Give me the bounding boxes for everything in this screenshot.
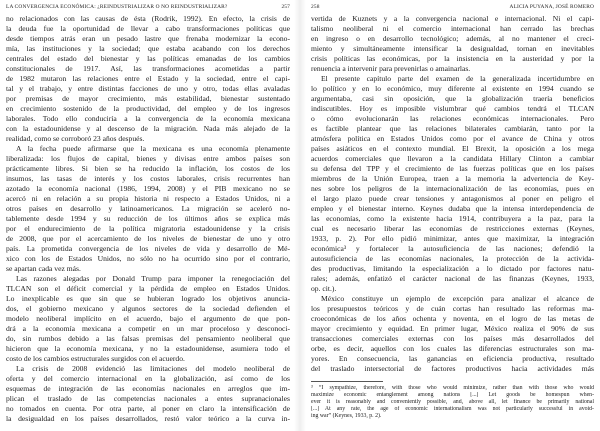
text-line: en crecimiento sostenido de la productividad, del empleo y de los ingresos [6, 104, 290, 113]
paragraph [6, 144, 290, 274]
text-line: esquemas de integración de las economías nacionales en arreglos que im- [6, 384, 290, 393]
text-line: Lo inexplicable es que sin que se hubieran logrado los objetivos anuncia- [6, 294, 290, 303]
running-header [311, 3, 594, 11]
text-line: la deuda fue la oportunidad de llevar a cabo transformaciones políticas que [6, 24, 290, 33]
text-line: los presupuestos teóricos y de cuán cortas han resultado las reformas ma- [311, 304, 594, 313]
text-line: autosuficiencia de las economías nacionales, la protección de la activida- [311, 254, 594, 263]
text-line: oferta y del comercio internacional en la globalización, así como de los [6, 374, 290, 383]
text-line: de 1982 mutaron las relaciones entre el Estado y la sociedad, entre el capi- [6, 74, 290, 83]
page-body [311, 14, 594, 374]
text-line: renuencia a intervenir para prevenirlas o amainarlas. [311, 64, 471, 73]
text-line: desde tiempos atrás eran un pesado lastre que frenaba modernizar la econo- [6, 34, 290, 43]
text-line: op. cit.). [311, 284, 337, 293]
footnote [311, 385, 594, 420]
text-line: no tomados en cuenta. Por otra parte, al poner en claro la intensificación de [6, 404, 290, 413]
book-gutter [294, 0, 306, 431]
text-line: hicieron que la economía mexicana, y no la estadounidense, asumiera todo el [6, 344, 290, 353]
footnote-line: ing war” (Keynes, 1933, p. 2). [311, 413, 382, 419]
text-line: Las razones alegadas por Donald Trump para imponer la renegociación del [16, 274, 290, 283]
text-line: en ingreso o en desarrollo tecnológico; además, al no mantener el creci- [311, 34, 594, 43]
text-line: des productivas, limitando la especialización a lo dictado por factores natu- [311, 264, 594, 273]
paragraph [311, 14, 594, 74]
left-page [6, 0, 290, 431]
text-line: mía, las instituciones y la sociedad; que estaba acabando con los derechos [6, 44, 290, 53]
footnote-line: [...] At any rate, the age of economic internationalism was not particularly successful in avoid- [311, 406, 594, 412]
text-line: modelo neoliberal implícito en el acuerdo, bajo el argumento de que pon- [6, 314, 290, 323]
text-line: la desigualdad en los países desarrollados, restó valor teórico a la curva in- [6, 414, 290, 423]
text-line: La crisis de 2008 evidenció las limitaciones del modelo neoliberal de [16, 364, 290, 373]
text-line: acuerdos comerciales que llevaron a la candidata Hillary Clinton a cambiar [311, 154, 594, 163]
text-line: cual es necesario liberar las economías de restricciones externas (Keynes, [311, 224, 594, 233]
page-number: 258 [311, 4, 320, 10]
text-line: otros países en desarrollo y latinoamericanos. La migración se aceleró no- [6, 204, 290, 213]
text-line: A la fecha puede afirmarse que la mexicana es una economía plenamente [16, 144, 290, 153]
text-line: orbe, es decir, aquellos con los cuales las diferencias estructurales son ma- [311, 344, 594, 353]
text-line: el largo plazo puede crear tensiones y antagonismos al poner en peligro el [311, 194, 594, 203]
text-line: lo político y en lo económico, muy diferente al existente en 1994 cuando se [311, 84, 594, 93]
text-line: miembros de la Unión Europea, traen a la memoria la advertencia de Key- [311, 174, 594, 183]
text-line: no relacionados con las causas de ésta (Rodrik, 1992). En efecto, la crisis de [6, 14, 290, 23]
text-line: 1933, p. 2). Por ello pidió minimizar, antes que maximizar, la integración [311, 234, 594, 243]
text-line: do, sin rumbos debido a las falsas premisas del pensamiento neoliberal que [6, 334, 290, 343]
text-line: empleo y el bienestar interno. Keynes dudaba que la intensa interdependencia de [311, 204, 594, 213]
text-line: costo de los cambios estructurales surgidos con el acuerdo. [6, 354, 185, 363]
text-line: acercó ni en relación a su propia historia ni respecto a Estados Unidos, ni a [6, 194, 290, 203]
text-line: México constituye un ejemplo de excepción para analizar el alcance de [321, 294, 594, 303]
text-line: liberalizada: los flujos de capital, bienes y divisas entre ambos países son [6, 154, 290, 163]
footnote-line: ³ “I sympathize, therefore, with those who would minimize, rather than with those who would [311, 385, 594, 391]
text-line: del traslado intersectorial de factores productivos hacia actividades más [311, 364, 594, 373]
paragraph [6, 364, 290, 424]
footnote-line: maximize economic entanglement among nations [...] Let goods be homespun when- [311, 392, 594, 398]
text-line: tal y el trabajo, y entre distintas facciones de uno y otro, todas ellas avaladas [6, 84, 290, 93]
text-line: vertida de Kuznets y a la convergencia nacional e internacional. Ni el capi- [311, 14, 594, 23]
text-line: talismo neoliberal ni el comercio internacional han cerrado las brechas [311, 24, 594, 33]
text-line: prácticamente libres. Si bien se ha reducido la inflación, los costos de los [6, 164, 290, 173]
text-line: El presente capítulo parte del examen de la generalizada incertidumbre en [321, 74, 594, 83]
text-line: mayor crecimiento y equidad. En primer lugar, México realiza el 90% de sus [311, 324, 594, 333]
text-line: económica³ y fortalecer la autosuficiencia de las naciones; defendió la [311, 244, 594, 253]
text-line: realidad, como se corroboró 23 años después. [6, 134, 145, 143]
text-line: drá a la economía mexicana a competir en un mar proceloso y desconoci- [6, 324, 290, 333]
text-line: croeconómicas de los años ochenta y noventa, en el logro de las metas de [311, 314, 594, 323]
text-line: atmósfera política en Estados Unidos como por el avance de China y otros [311, 134, 594, 143]
paragraph [6, 14, 290, 144]
paragraph [311, 294, 594, 374]
text-line: centrales del estado del bienestar y las políticas emanadas de los cambios [6, 54, 290, 63]
text-line: constitucionales de 1917. Así, las transformaciones acometidas a partir [6, 64, 290, 73]
text-line: de 2008, que por el acercamiento de los niveles de bienestar de uno y otro [6, 234, 290, 243]
text-line: es factible plantear que las relaciones bilaterales cambiarán, tanto por la [311, 124, 594, 133]
text-line: indiscutibles. Hoy es imposible vislumbrar qué cambios tendrá el TLCAN [311, 104, 594, 113]
footnote-line: ever it is reasonably and conveniently possible, and, above all, let finance be primarily national [311, 399, 594, 405]
running-header [6, 3, 290, 11]
text-line: rales; además, enfatizó el carácter nacional de las finanzas (Keynes, 1933, [311, 274, 594, 283]
text-line: yores. En consecuencia, las ganancias en eficiencia productiva, resultado [311, 354, 594, 363]
text-line: se apartan cada vez más. [6, 264, 81, 273]
text-line: país. La prometida convergencia de los niveles de vida y desarrollo de Mé- [6, 244, 290, 253]
paragraph [6, 274, 290, 364]
text-line: o cómo evolucionarán las relaciones económicas internacionales. Pero [311, 114, 594, 123]
text-line: su defensa del TPP y el crecimiento de las fuerzas políticas que en los países [311, 164, 594, 173]
text-line: TLCAN son el déficit comercial y la pérdida de empleo en Estados Unidos. [6, 284, 290, 293]
text-line: nes sobre los peligros de la internacionalización de las economías, pues en [311, 184, 594, 193]
text-line: crisis políticas las económicas, por la insistencia en la austeridad y por la [311, 54, 594, 63]
page-body [6, 14, 290, 424]
text-line: transacciones comerciales externas con los países más desarrollados del [311, 334, 594, 343]
page-number: 257 [281, 4, 290, 10]
text-line: laborales. Todo ello conduciría a la convergencia de la economía mexicana [6, 114, 290, 123]
text-line: con la estadounidense y al descenso de la migración. Nada más alejado de la [6, 124, 290, 133]
text-line: plican el traslado de las competencias nacionales a entes supranacionales [6, 394, 290, 403]
text-line: por premisas de mayor crecimiento, más estabilidad, bienestar sustentado [6, 94, 290, 103]
text-line: dos, el gobierno mexicano y algunos sectores de la sociedad defienden el [6, 304, 290, 313]
text-line: insumos, las tasas de interés y los costos laborales, crisis recurrentes han [6, 174, 290, 183]
text-line: miento y simultáneamente intensificar la desigualdad, tornan en inevitables [311, 44, 594, 53]
running-head-authors: ALICIA PUYANA, JOSÉ ROMERO [509, 4, 594, 10]
running-head-title: LA CONVERGENCIA ECONÓMICA: ¿REINDUSTRIALIZAR O NO REINDUSTRIALIZAR? [6, 4, 228, 10]
paragraph [311, 74, 594, 294]
text-line: las economías, como la existente hacia 1914, contribuyera a la paz, para la [311, 214, 594, 223]
text-line: xico con los de Estados Unidos, no sólo no ha ocurrido sino por el contrario, [6, 254, 290, 263]
text-line: tablemente desde 1994 y su reducción de los últimos años se explica más [6, 214, 290, 223]
right-page [311, 0, 594, 431]
text-line: países asiáticos en el contexto mundial. El Brexit, la oposición a los mega [311, 144, 594, 153]
footnote-rule [311, 381, 383, 382]
text-line: por el endurecimiento de la política migratoria estadounidense y la crisis [6, 224, 290, 233]
text-line: azotado la economía nacional (1986, 1994, 2008) y el PIB mexicano no se [6, 184, 290, 193]
text-line: argumentaba, casi sin oposición, que la globalización traería beneficios [311, 94, 594, 103]
